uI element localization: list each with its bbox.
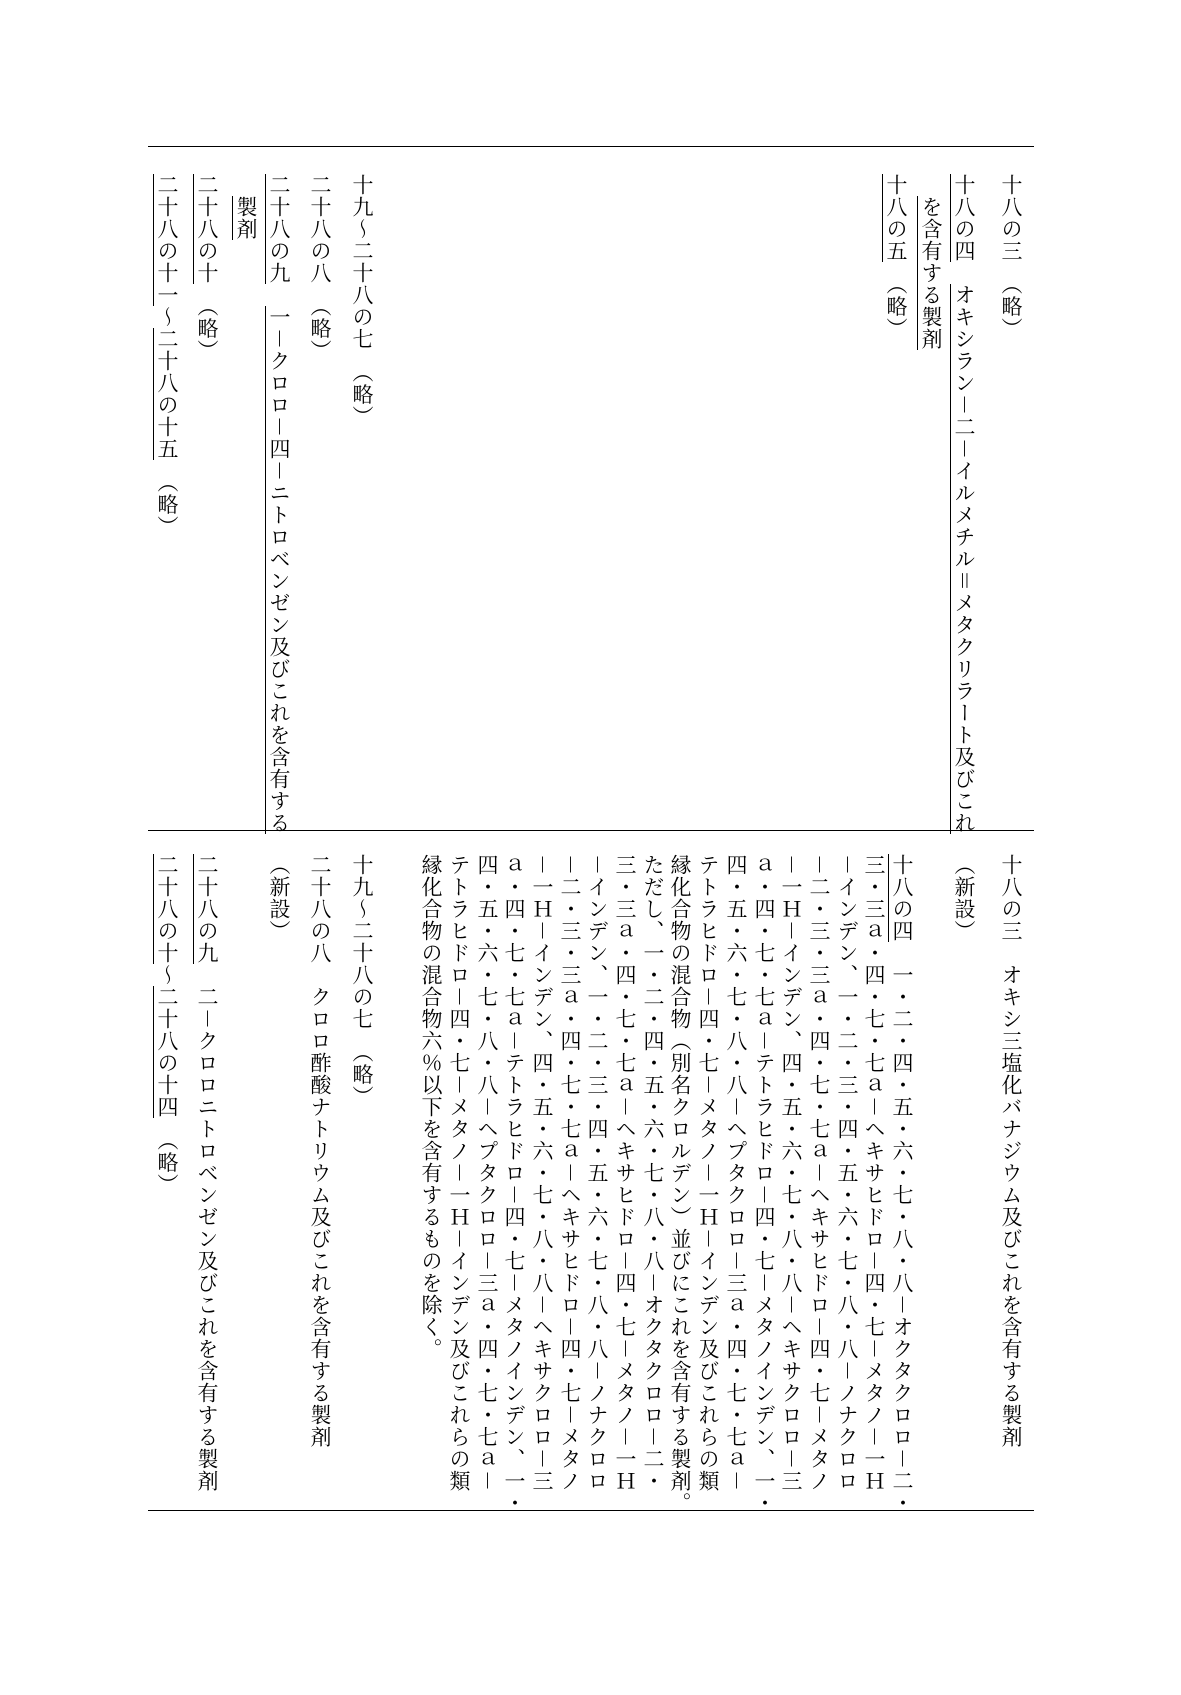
text-segment: ただし、一・二・四・五・六・七・八・八－オクタクロロ－二・ [641, 854, 665, 1492]
text-column [475, 854, 499, 1492]
text-segment: 縁化合物の混合物（別名クロルデン）並びにこれを含有する製剤。 [668, 854, 692, 1514]
text-column [696, 854, 720, 1492]
text-column [862, 854, 886, 1492]
text-column [350, 854, 374, 1108]
text-column [724, 854, 748, 1492]
text-column [419, 854, 443, 1360]
text-column [890, 854, 914, 1514]
text-segment: 十八の三 オキシ三塩化バナジウム及びこれを含有する製剤 [999, 854, 1023, 1448]
text-segment: －一Ｈ－インデン、四・五・六・七・八・八－ヘキサクロロ－三 [779, 854, 803, 1492]
text-column [752, 854, 776, 1514]
amended-text-segment: 一－クロロ－四－ニトロベンゼン及びこれを含有する [267, 306, 291, 834]
text-column [919, 174, 943, 350]
text-column [999, 174, 1023, 340]
text-column [530, 854, 554, 1492]
table-top-rule [148, 146, 1034, 147]
amended-text-segment: 十八の四 [952, 174, 976, 262]
text-segment: －インデン、一・二・三・四・五・六・七・八・八－ノナクロロ [835, 854, 859, 1492]
text-segment: 二十八の八 （略） [308, 174, 332, 362]
text-column [641, 854, 665, 1492]
text-column [835, 854, 859, 1492]
text-segment: ～ [155, 964, 179, 986]
text-segment: －インデン、一・二・三・四・五・六・七・八・八－ノナクロロ [585, 854, 609, 1492]
text-segment: （新設） [267, 854, 291, 942]
text-column [234, 174, 258, 240]
amended-text-segment: 二十八の十 [195, 174, 219, 284]
text-segment: 四・五・六・七・八・八－ヘプタクロロ－三ａ・四・七・七ａ－ [724, 854, 748, 1492]
text-segment: 十八の三 （略） [999, 174, 1023, 340]
text-column [308, 174, 332, 362]
text-column [952, 174, 976, 834]
text-column [952, 854, 976, 942]
text-column [350, 174, 374, 428]
text-column [999, 854, 1023, 1448]
text-segment: ～ [155, 306, 179, 328]
text-segment: 四・五・六・七・八・八－ヘプタクロロ－三ａ・四・七・七ａ－ [475, 854, 499, 1492]
text-column [502, 854, 526, 1514]
text-segment [952, 262, 976, 284]
text-column [195, 854, 219, 1492]
text-column [779, 854, 803, 1492]
text-segment: 三・三ａ・四・七・七ａ－ヘキサヒドロ－四・七－メタノ－一Ｈ [862, 854, 886, 1492]
text-column [613, 854, 637, 1492]
text-segment: －一Ｈ－インデン、四・五・六・七・八・八－ヘキサクロロ－三 [530, 854, 554, 1492]
amended-text-segment: 二十八の十五 [155, 328, 179, 460]
text-segment: テトラヒドロ－四・七－メタノ－一Ｈ－インデン及びこれらの類 [447, 854, 471, 1492]
amended-text-segment: 二十八の九 [195, 854, 219, 964]
amended-text-segment: 製剤 [234, 196, 258, 240]
text-segment: －二・三・三ａ・四・七・七ａ－ヘキサヒドロ－四・七－メタノ [807, 854, 831, 1492]
text-segment: （略） [155, 460, 179, 538]
text-segment: 三・三ａ・四・七・七ａ－ヘキサヒドロ－四・七－メタノ－一Ｈ [613, 854, 637, 1492]
text-segment: 二十八の八 クロロ酢酸ナトリウム及びこれを含有する製剤 [308, 854, 332, 1448]
amended-text-segment: 二十八の十一 [155, 174, 179, 306]
amended-text-segment: 十八の四 [890, 854, 914, 942]
text-column [668, 854, 692, 1514]
amended-text-segment: オキシラン－二－イルメチル＝メタクリラート及びこれ [952, 284, 976, 834]
text-segment: 十九～二十八の七 （略） [350, 174, 374, 428]
amended-text-segment: 十八の五 [884, 174, 908, 262]
text-column [558, 854, 582, 1492]
text-segment: 縁化合物の混合物六％以下を含有するものを除く。 [419, 854, 443, 1360]
text-segment: 一・二・四・五・六・七・八・八－オクタクロロ－二・ [890, 942, 914, 1514]
text-column [447, 854, 471, 1492]
text-column [155, 174, 179, 538]
text-segment: ａ・四・七・七ａ－テトラヒドロ－四・七－メタノインデン、一・ [502, 854, 526, 1514]
text-column [267, 174, 291, 834]
text-segment: （略） [195, 284, 219, 362]
text-segment: －二・三・三ａ・四・七・七ａ－ヘキサヒドロ－四・七－メタノ [558, 854, 582, 1492]
text-segment: テトラヒドロ－四・七－メタノ－一Ｈ－インデン及びこれらの類 [696, 854, 720, 1492]
text-column [155, 854, 179, 1196]
amended-text-segment: 二十八の九 [267, 174, 291, 284]
text-segment: （新設） [952, 854, 976, 942]
amended-text-segment: を含有する製剤 [919, 196, 943, 350]
text-column [308, 854, 332, 1448]
text-segment [267, 284, 291, 306]
text-segment: 十九～二十八の七 （略） [350, 854, 374, 1108]
text-segment: 二－クロロニトロベンゼン及びこれを含有する製剤 [195, 964, 219, 1492]
text-column [884, 174, 908, 340]
text-column [267, 854, 291, 942]
text-segment: （略） [155, 1118, 179, 1196]
text-segment: ａ・四・七・七ａ－テトラヒドロ－四・七－メタノインデン、一・ [752, 854, 776, 1514]
text-column [807, 854, 831, 1492]
amended-text-segment: 二十八の十四 [155, 986, 179, 1118]
text-segment: （略） [884, 262, 908, 340]
amended-text-segment: 二十八の十 [155, 854, 179, 964]
text-column [195, 174, 219, 362]
text-column [585, 854, 609, 1492]
